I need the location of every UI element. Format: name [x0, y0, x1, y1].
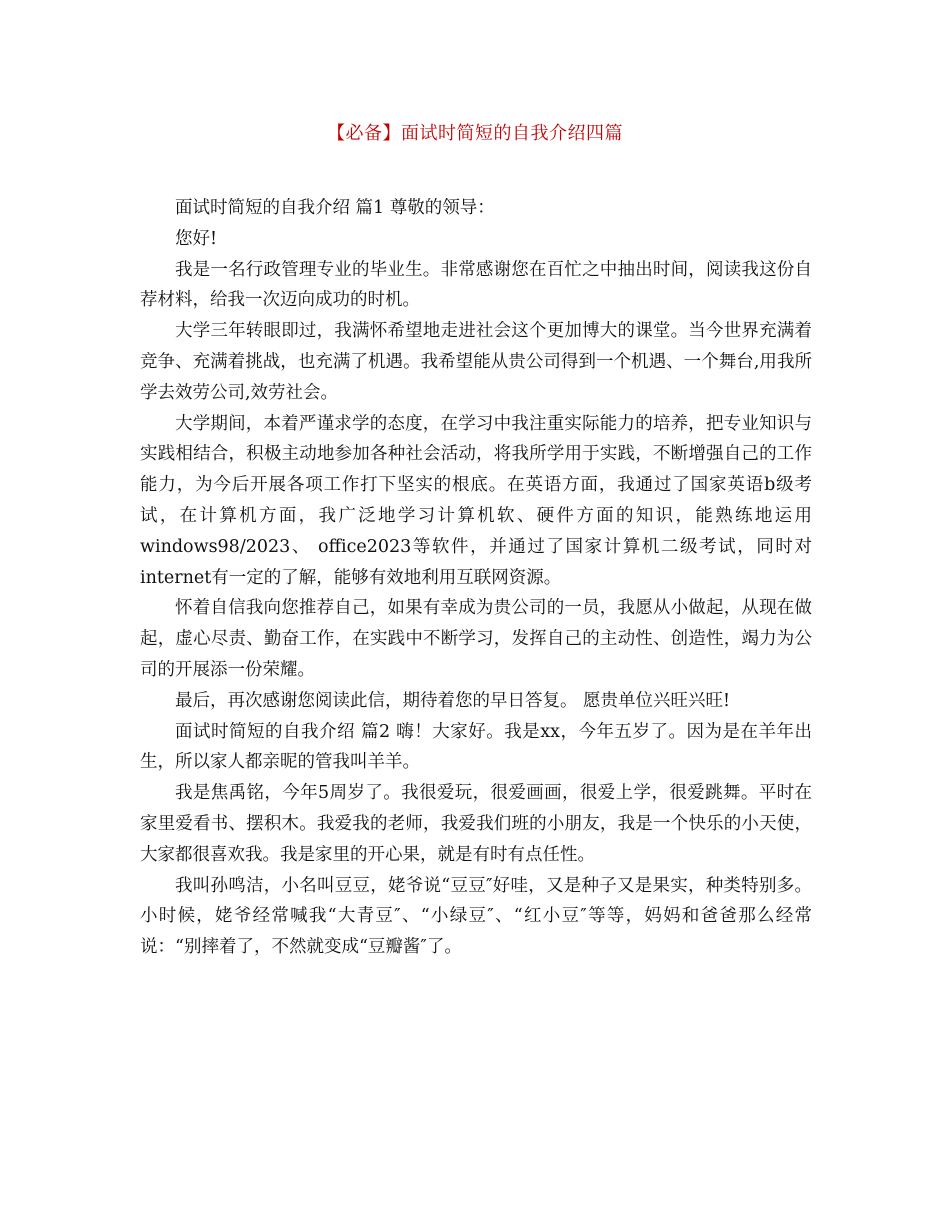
- paragraph: 您好!: [175, 228, 218, 249]
- paragraph: 我是一名行政管理专业的毕业生。非常感谢您在百忙之中抽出时间，阅读我这份自荐材料，给我一次迈向成功的时机。: [140, 259, 812, 311]
- paragraph: 大学期间，本着严谨求学的态度，在学习中我注重实际能力的培养，把专业知识与实践相结合，积极主动地参加各种社会活动，将我所学用于实践，不断增强自己的工作能力，为今后开展各项工作打下坚实的根底。在英语方面，我通过了国家英语b级考试，在计算机方面，我广泛地学习计算机软、硬件方面的知识，能熟练地运用windows98/2023、 office2023等软件，并通过了国家计算机二级考试，同时对internet有一定的了解，能够有效地利用互联网资源。: [140, 413, 812, 588]
- document-title: 【必备】面试时简短的自我介绍四篇: [327, 123, 623, 144]
- paragraph: 我叫孙鸣洁，小名叫豆豆，姥爷说“豆豆″好哇，又是种子又是果实，种类特别多。小时候，姥爷经常喊我“大青豆″、“小绿豆″、“红小豆″等等，妈妈和爸爸那么经常说：“别摔着了，不然就变成“豆瓣酱″了。: [140, 875, 812, 958]
- paragraph: 面试时简短的自我介绍 篇2 嗨！大家好。我是xx，今年五岁了。因为是在羊年出生，所以家人都亲昵的管我叫羊羊。: [140, 721, 812, 773]
- paragraph: 面试时简短的自我介绍 篇1 尊敬的领导：: [175, 198, 495, 218]
- paragraph: 我是焦禹铭，今年5周岁了。我很爱玩，很爱画画，很爱上学，很爱跳舞。平时在家里爱看书、摆积木。我爱我的老师，我爱我们班的小朋友，我是一个快乐的小天使，大家都很喜欢我。我是家里的开心果，就是有时有点任性。: [140, 783, 812, 865]
- paragraph: 大学三年转眼即过，我满怀希望地走进社会这个更加博大的课堂。当今世界充满着竞争、充满着挑战，也充满了机遇。我希望能从贵公司得到一个机遇、一个舞台,用我所学去效劳公司,效劳社会。: [140, 321, 812, 403]
- paragraph: 怀着自信我向您推荐自己，如果有幸成为贵公司的一员，我愿从小做起，从现在做起，虚心尽责、勤奋工作，在实践中不断学习，发挥自己的主动性、创造性，竭力为公司的开展添一份荣耀。: [140, 598, 812, 680]
- document-body: [140, 193, 812, 963]
- paragraph: 最后，再次感谢您阅读此信，期待着您的早日答复。 愿贵单位兴旺兴旺!: [175, 690, 731, 711]
